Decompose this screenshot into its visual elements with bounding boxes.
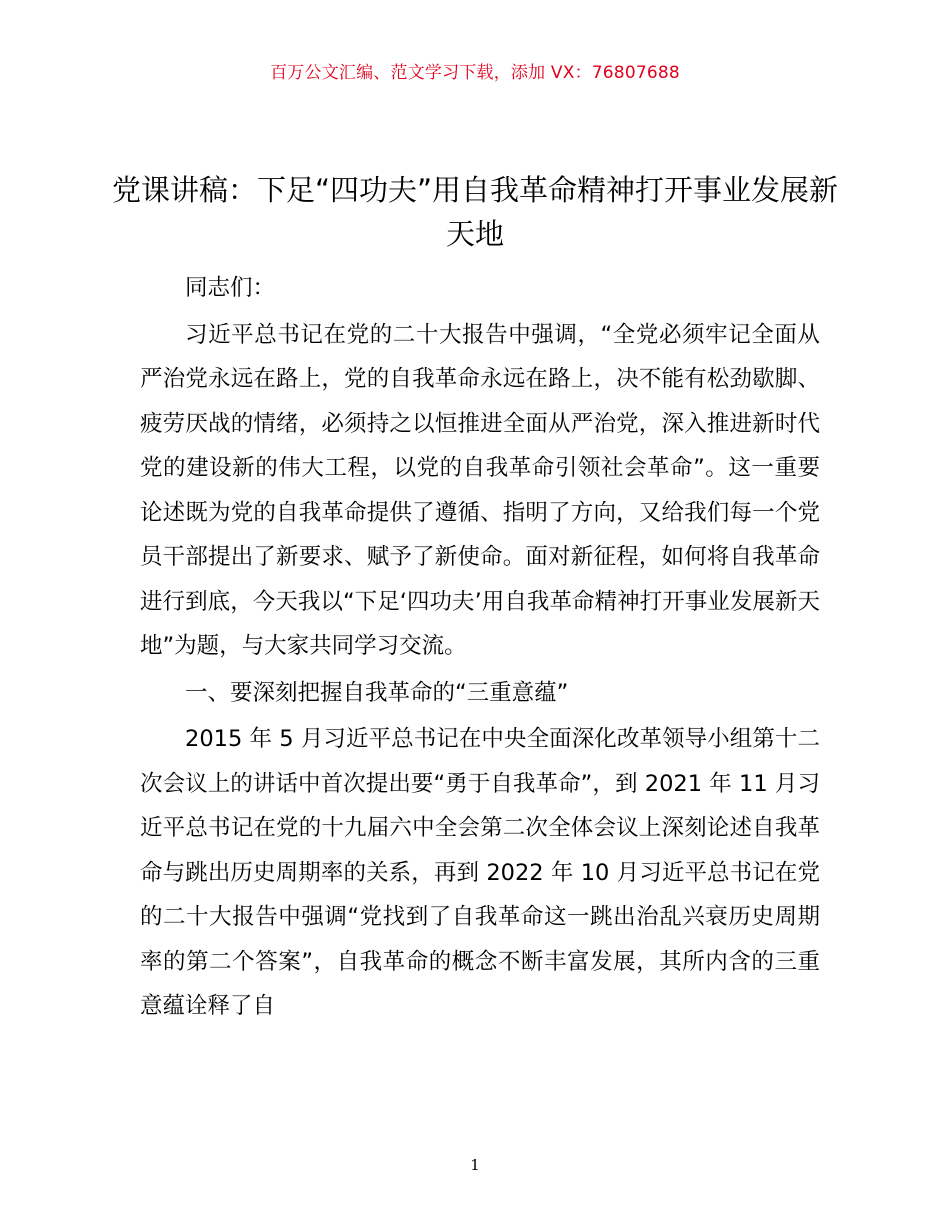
page-number: 1 [470, 1156, 480, 1174]
salutation-paragraph: 同志们： [185, 275, 276, 301]
section-heading: 一、要深刻把握自我革命的“三重意蕴” [185, 679, 569, 706]
document-body [140, 266, 820, 1031]
header-contact-note: 百万公文汇编、范文学习下载，添加 VX：76807688 [270, 63, 680, 83]
intro-paragraph: 习近平总书记在党的二十大报告中强调，“全党必须牢记全面从严治党永远在路上，党的自我革命永远在路上，决不能有松劲歇脚、疲劳厌战的情绪，必须持之以恒推进全面从严治党，深入推进新时代党的建设新的伟大工程，以党的自我革命引领社会革命”。这一重要论述既为党的自我革命提供了遵循、指明了方向，又给我们每一个党员干部提出了新要求、赋予了新使命。面对新征程，如何将自我革命进行到底，今天我以“下足‘四功夫’用自我革命精神打开事业发展新天地”为题，与大家共同学习交流。 [140, 321, 820, 659]
section-paragraph: 2015 年 5 月习近平总书记在中央全面深化改革领导小组第十二次会议上的讲话中首次提出要“勇于自我革命”，到 2021 年 11 月习近平总书记在党的十九届六中全会第二次全体会议上深刻论述自我革命与跳出历史周期率的关系，再到 2022 年 10 月习近平总书记在党的二十大报告中强调“党找到了自我革命这一跳出治乱兴衰历史周期率的第二个答案”，自我革命的概念不断丰富发展，其所内含的三重意蕴诠释了自 [140, 726, 820, 1019]
document-title: 党课讲稿：下足“四功夫”用自我革命精神打开事业发展新天地 [111, 173, 839, 251]
